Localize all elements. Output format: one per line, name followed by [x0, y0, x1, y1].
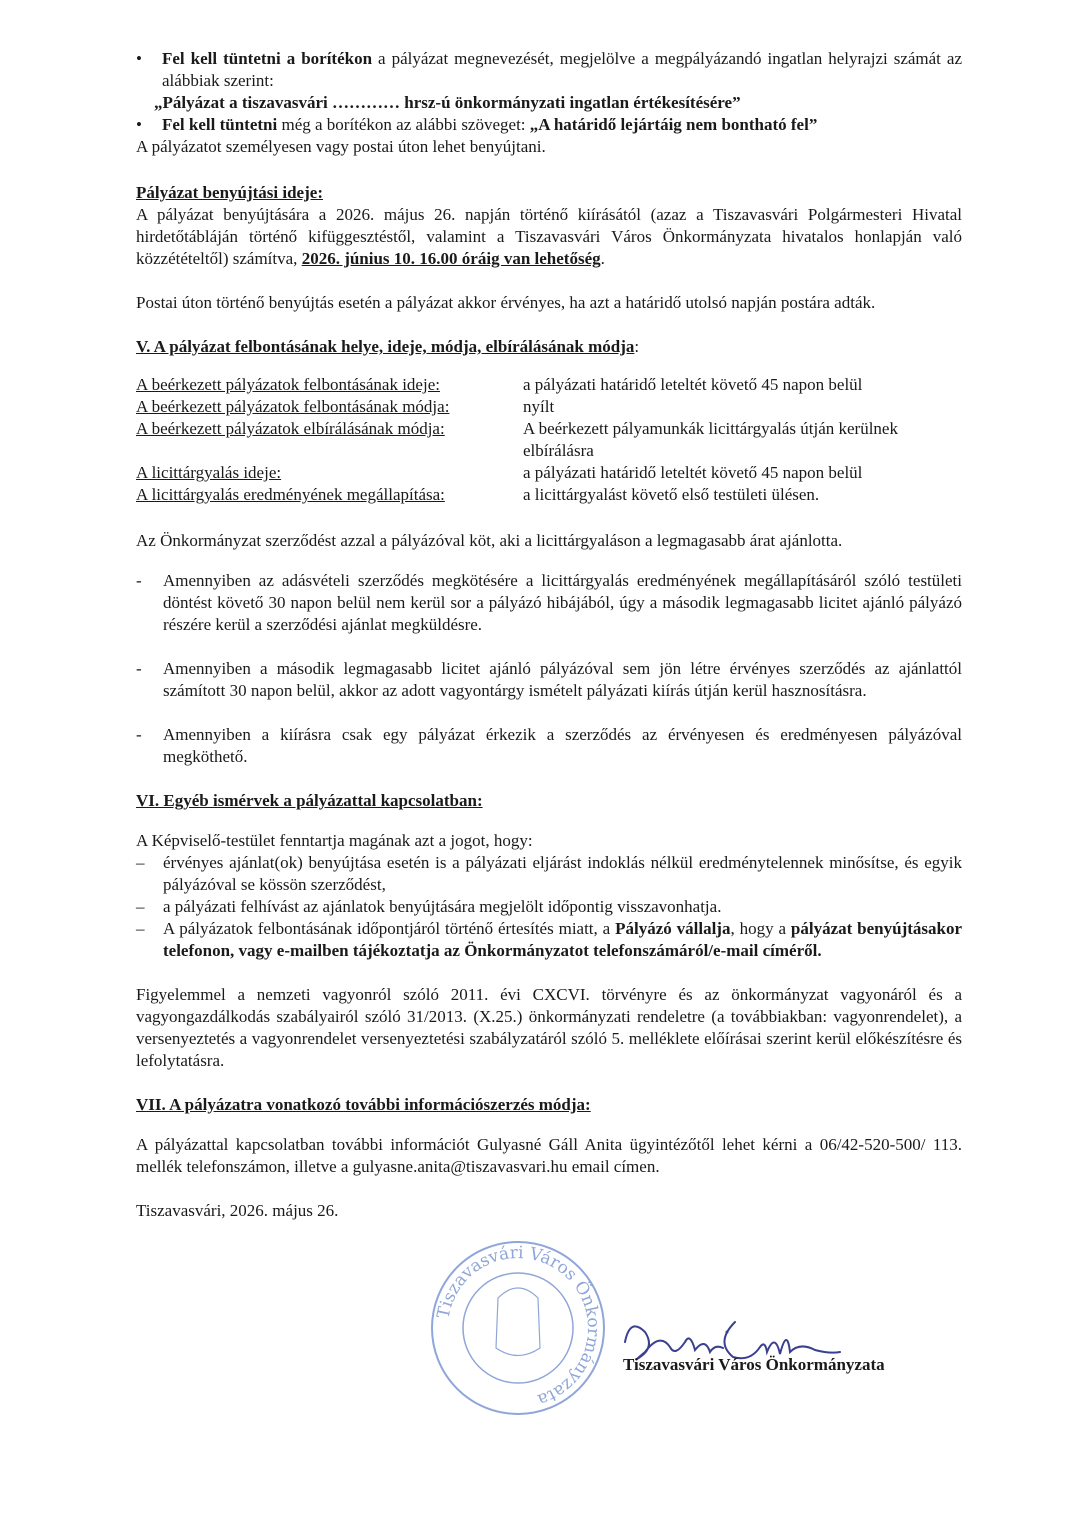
bullet1-bold: Fel kell tüntetni a borítékon	[162, 49, 373, 68]
place-date: Tiszavasvári, 2026. május 26.	[136, 1201, 339, 1220]
dash-icon: –	[136, 853, 145, 872]
section6-item-2: – a pályázati felhívást az ajánlatok benyújtására megjelölt időpontig visszavonhatja.	[136, 897, 722, 916]
bullet1-text: a pályázat megnevezését, megjelölve a megpályázandó ingatlan helyrajzi számát az alábbiak szerint:	[162, 49, 962, 90]
section6-heading: VI. Egyéb ismérvek a pályázattal kapcsolatban:	[136, 791, 483, 810]
stamp-outer-ring	[432, 1242, 604, 1414]
bullet-dot-icon: •	[136, 49, 142, 68]
table-row: A beérkezett pályázatok felbontásának ideje: a pályázati határidő leteltét követő 45 napon belül	[136, 375, 863, 394]
stamp-crest-icon	[496, 1288, 540, 1356]
dash-icon: -	[136, 571, 142, 590]
deadline-text: A pályázat benyújtására a 2026. május 26. napján történő kiírásától (azaz a Tiszavasvári Polgármesteri Hivatal hirdetőtábláján történő kifüggesztéstől, valamint a Tiszavasvári Város Önkormányzata hivatalos honlapján való közzétételtől) számítva, 2026. június 10. 16.00 óráig van lehetőség.	[136, 205, 962, 268]
dash-item-2: - Amennyiben a második legmagasabb licitet ajánló pályázóval sem jön létre érvényes szerződés az ajánlattól számított 30 napon belül, akkor az adott vagyontárgy ismételt pályázati kiírás útján kerül hasznosításra.	[136, 659, 962, 700]
cover-quote: „Pályázat a tiszavasvári ………… hrsz-ú önkormányzati ingatlan értékesítésére”	[154, 93, 741, 112]
dash-item-1: - Amennyiben az adásvételi szerződés megkötésére a licittárgyalás eredményének megállapításáról szóló testületi döntést követő 30 napon belül nem kerül sor a pályázó hibájából, úgy a második legmagasabb licitet ajánló pályázó részére kerül a szerződési ajánlat megküldésre.	[136, 571, 962, 634]
postal-note: Postai úton történő benyújtás esetén a pályázat akkor érvényes, ha azt a határidő utolsó napján postára adták.	[136, 293, 876, 312]
section6-item-3: – A pályázatok felbontásának időpontjáról történő értesítés miatt, a Pályázó vállalja, hogy a pályázat benyújtásakor telefonon, vagy e-mailben tájékoztatja az Önkormányzatot telefonszámáról/e-mail címéről.	[136, 919, 963, 960]
submission-note: A pályázatot személyesen vagy postai úton lehet benyújtani.	[136, 137, 546, 156]
dash-icon: -	[136, 659, 142, 678]
dash-item-3: - Amennyiben a kiírásra csak egy pályázat érkezik a szerződés az érvényesen és eredményesen pályázóval megköthető.	[136, 725, 962, 766]
dash-icon: –	[136, 897, 145, 916]
dash-icon: –	[136, 919, 145, 938]
section6-item-1: – érvényes ajánlat(ok) benyújtása esetén is a pályázati eljárást indoklás nélkül eredménytelennek minősítse, és egyik pályázóval se kössön szerződést,	[136, 853, 962, 894]
signatory-name: Tiszavasvári Város Önkormányzata	[623, 1355, 885, 1374]
section6-intro: A Képviselő-testület fenntartja magának azt a jogot, hogy:	[136, 831, 533, 850]
bullet-dot-icon: •	[136, 115, 142, 134]
table-row: A beérkezett pályázatok elbírálásának módja: A beérkezett pályamunkák licittárgyalás útján kerülnek elbírálásra	[136, 419, 898, 460]
bullet2-quote: „A határidő lejártáig nem bontható fel”	[529, 115, 818, 134]
stamp-inner-ring	[463, 1273, 573, 1383]
law-reference: Figyelemmel a nemzeti vagyonról szóló 2011. évi CXCVI. törvényre és az önkormányzat vagyonáról és a vagyongazdálkodás szabályairól szóló 31/2013. (X.25.) önkormányzati rendeletre (a továbbiakban: vagyonrendelet), a versenyeztetés a vagyonrendelet versenyeztetési szabályzatáról szóló 5. melléklete előírásai szerint kerül előkészítésre és lefolytatásra.	[136, 985, 962, 1070]
stamp-ring-text: Tiszavasvári Város Önkormányzata	[433, 1242, 604, 1410]
table-row: A beérkezett pályázatok felbontásának módja: nyílt	[136, 397, 555, 416]
section7-text: A pályázattal kapcsolatban további információt Gulyasné Gáll Anita ügyintézőtől lehet kérni a 06/42-520-500/ 113. mellék telefonszámon, illetve a gulyasne.anita@tiszavasvari.hu email címen.	[136, 1135, 962, 1176]
document-page	[136, 48, 962, 1222]
table-row: A licittárgyalás ideje: a pályázati határidő leteltét követő 45 napon belül	[136, 463, 863, 482]
dash-icon: -	[136, 725, 142, 744]
cover-bullet-1	[136, 48, 962, 92]
table-row: A licittárgyalás eredményének megállapítása: a licittárgyalást követő első testületi ülésen.	[136, 485, 820, 504]
deadline-heading: Pályázat benyújtási ideje:	[136, 183, 323, 202]
signature-dot	[726, 1331, 729, 1334]
bullet2-text: még a borítékon az alábbi szöveget:	[277, 115, 530, 134]
section5-heading: V. A pályázat felbontásának helye, ideje, módja, elbírálásának módja:	[136, 337, 640, 356]
contract-note: Az Önkormányzat szerződést azzal a pályázóval köt, aki a licittárgyaláson a legmagasabb árat ajánlotta.	[136, 531, 843, 550]
bullet2-bold: Fel kell tüntetni	[162, 115, 278, 134]
section7-heading: VII. A pályázatra vonatkozó további információszerzés módja:	[136, 1095, 591, 1114]
official-stamp-icon	[428, 1238, 608, 1418]
cover-bullet-2	[136, 114, 962, 136]
deadline-date: 2026. június 10. 16.00 óráig van lehetőség	[301, 249, 601, 268]
section5-table	[136, 374, 962, 506]
